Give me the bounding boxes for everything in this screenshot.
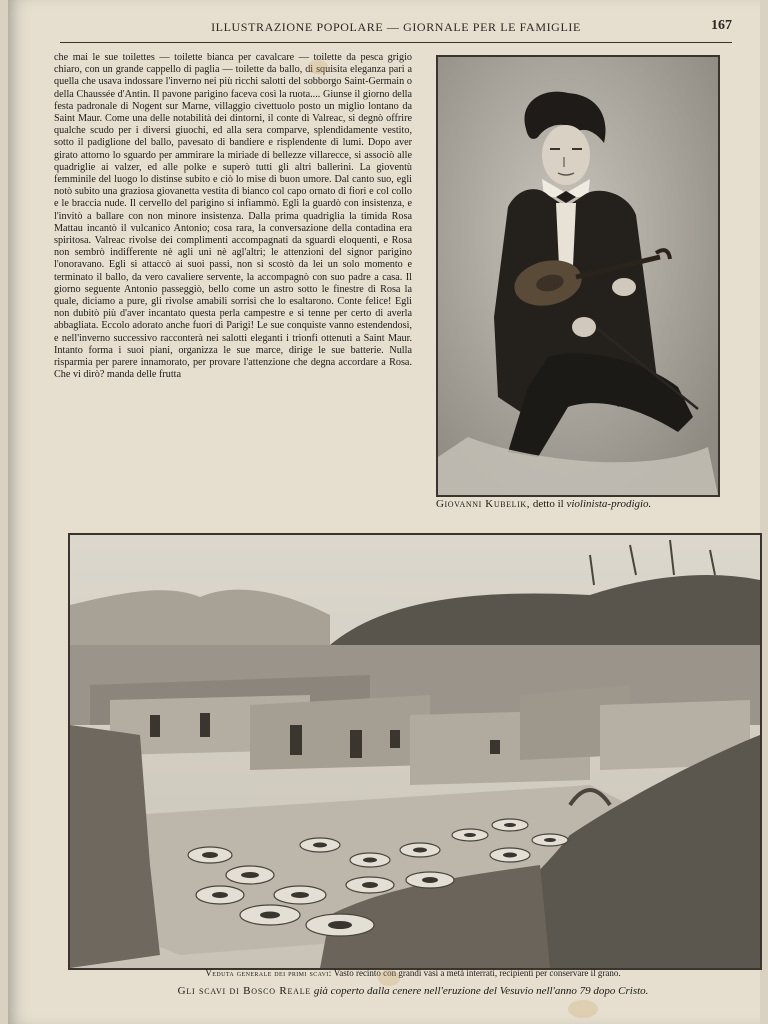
violinist-illustration [438, 57, 718, 495]
caption2-smallcaps: Gli scavi di Bosco Reale [177, 985, 312, 997]
caption1-rest: Vasto recinto con grandi vasi a metà interrati, recipienti per conservare il grano. [331, 968, 621, 978]
paper-stain [308, 60, 328, 74]
excavation-caption-line2 [68, 985, 758, 997]
caption-middle: detto il [530, 498, 567, 510]
portrait-image [436, 55, 720, 497]
page-number: 167 [711, 18, 732, 33]
header-title: ILLUSTRAZIONE POPOLARE — GIORNALE PER LE FAMIGLIE [211, 20, 581, 34]
paper-stain [378, 970, 400, 986]
page-header [60, 20, 732, 43]
caption1-smallcaps: Veduta generale dei primi scavi: [205, 968, 332, 978]
article-paragraph: che mai le sue toilettes — toilette bianca per cavalcare — toilette da pesca grigio chiaro, con un grande cappello di paglia — toilette da ballo, di squisita eleganza pari a quella che usava indossare l'inverno nei più ricchi salotti del sobborgo Saint-Germain o della Chaussée d'Antin. Il pavone parigino faceva così la ruota.... Giunse il giorno della festa padronale di Nogent sur Marne, villaggio civettuolo posto un miglio lontano da Saint Maur. Come una delle notabilità dei dintorni, il conte di Valreac, si degnò offrire qualche scudo per i diversi giuochi, ed alla sera comparve, splendidamente vestito, sotto il padiglione del ballo, pavesato di bandiere e risplendente di lumi. Dopo aver girato attorno lo sguardo per ammirare la miriade di bellezze villarecce, si associò alle quadriglie ai valzer, ed alle polke e superò tutti gli altri ballerini. La gioventù femminile del luogo lo distinse subito e ciò lo mise di buon umore. Dal canto suo, egli notò subito una graziosa giovanetta vestita di bianco col capo ornato di fiori e col collo e le braccia nude. Il cervello del parigino si infiammò. Egli la guardò con insistenza, e l'invitò a ballare con non minore insistenza. Dalla prima quadriglia la timida Rosa Mattau incantò il vulcanico Antonio; cosa rara, la conversazione della contadina era spiritosa. Valreac rivolse dei complimenti accompagnati da sguardi eloquenti, e Rosa non sembrò indifferente nè agli uni nè agl'altri; le attenzioni del signor parigino l'onoravano. Egli si attaccò ai suoi passi, non si scostò da lei un solo momento e terminato il ballo, da vero cavaliere servente, la accompagnò con suo padre a casa. Il giorno seguente Antonio passeggiò, bello come un astro sotto le finestre di Rosa la quale, diciamo a pure, gli rivolse amabili sorrisi che lo esaltarono. Conte felice! Egli non dubitò più d'aver incantato questa perla campestre e si tenne per certo di averla abbagliata. Eccolo adorato anche fuori di Parigi! Le sue conquiste vanno estendendosi, e nell'inverno successivo racconterà nei salotti eleganti i trionfi ottenuti a Saint Maur. Intanto forma i suoi piani, organizza le sue marce, dirige le sue batterie. Nulla risparmia per parere innamorato, per provare l'attenzione che degna accordare a Rosa. Che vi dirò? manda delle frutta [54, 52, 412, 381]
excavation-image [68, 533, 762, 970]
excavation-illustration [70, 535, 760, 968]
portrait-caption [436, 498, 726, 510]
caption-name: Giovanni Kubelik, [436, 498, 531, 510]
caption2-italic: già coperto dalla cenere nell'eruzione del Vesuvio nell'anno 79 dopo Cristo. [311, 985, 649, 997]
excavation-caption-line1 [68, 968, 758, 978]
caption-italic: violinista-prodigio. [566, 498, 652, 510]
newspaper-page [8, 0, 760, 1024]
paper-stain [568, 1000, 598, 1018]
article-text-column [54, 52, 412, 512]
